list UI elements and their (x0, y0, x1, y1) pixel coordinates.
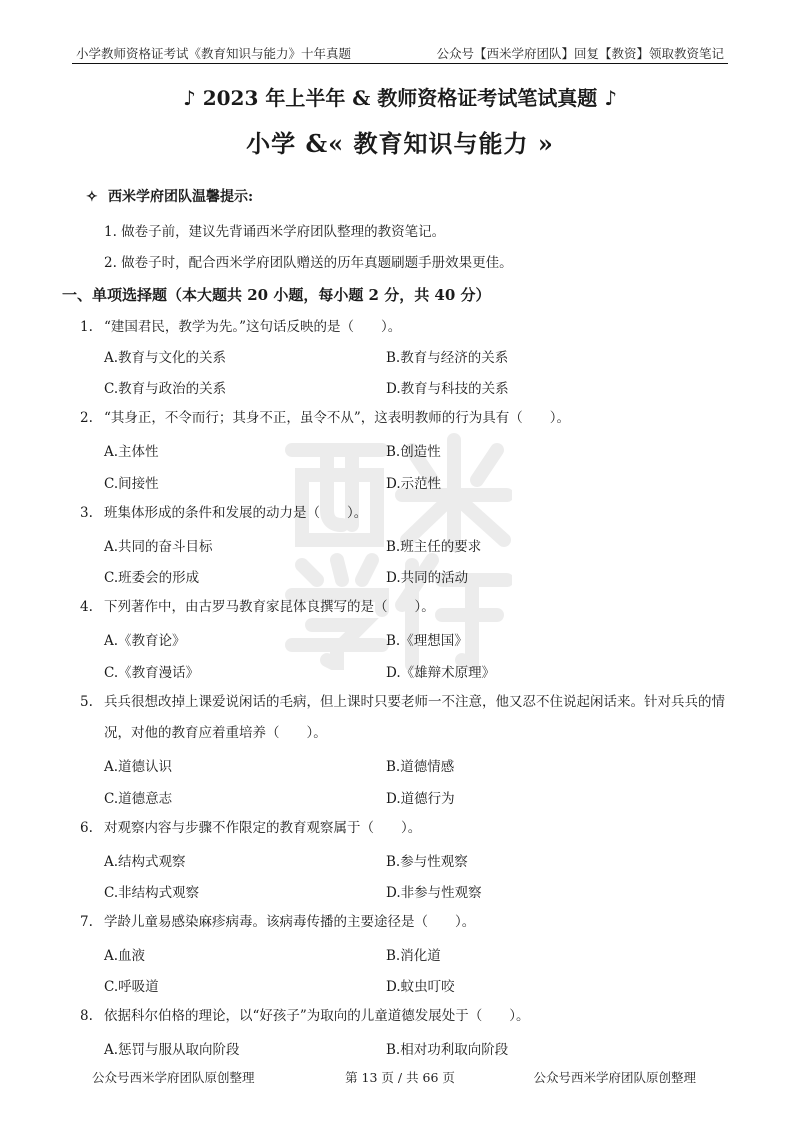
option-d: D.道德行为 (386, 791, 455, 807)
diamond-sparkle-icon: ✧ (86, 189, 98, 205)
option-a: A.道德认识 (104, 759, 173, 775)
question-stem: “建国君民，教学为先。”这句话反映的是（ ）。 (104, 319, 402, 335)
question-number: 6. (80, 820, 93, 836)
option-d: D.《雄辩术原理》 (386, 665, 496, 681)
option-d: D.教育与科技的关系 (386, 381, 509, 397)
footer-right: 公众号西米学府团队原创整理 (533, 1070, 696, 1085)
option-a: A.《教育论》 (104, 633, 186, 649)
question-number: 1. (80, 319, 93, 335)
question-stem: 班集体形成的条件和发展的动力是（ ）。 (104, 505, 368, 521)
option-b: B.《理想国》 (386, 633, 468, 649)
subject-title: 小学 &« 教育知识与能力 » (246, 129, 554, 158)
running-header-right: 公众号【西米学府团队】回复【教资】领取教资笔记 (436, 46, 724, 61)
option-b: B.参与性观察 (386, 854, 468, 870)
question-6 (80, 813, 730, 844)
option-a: A.共同的奋斗目标 (104, 539, 213, 555)
option-c: C.教育与政治的关系 (104, 381, 227, 397)
question-number: 3. (80, 505, 93, 521)
question-7 (80, 907, 730, 938)
tip-item: 1. 做卷子前，建议先背诵西米学府团队整理的教资笔记。 (104, 224, 446, 240)
section-title: 一、单项选择题（本大题共 20 小题，每小题 2 分，共 40 分） (62, 286, 491, 304)
exam-title: ♪ 2023 年上半年 & 教师资格证考试笔试真题 ♪ (182, 86, 618, 110)
tips-heading (86, 186, 253, 206)
option-b: B.消化道 (386, 948, 441, 964)
option-a: A.教育与文化的关系 (104, 350, 227, 366)
question-stem: 对观察内容与步骤不作限定的教育观察属于（ ）。 (104, 820, 422, 836)
option-a: A.血液 (104, 948, 146, 964)
question-number: 4. (80, 599, 93, 615)
question-stem: “其身正，不令而行；其身不正，虽令不从”，这表明教师的行为具有（ ）。 (104, 410, 571, 426)
option-b: B.班主任的要求 (386, 539, 482, 555)
question-stem: 学龄儿童易感染麻疹病毒。该病毒传播的主要途径是（ ）。 (104, 914, 476, 930)
running-header-left: 小学教师资格证考试《教育知识与能力》十年真题 (76, 46, 352, 61)
question-2 (80, 403, 730, 434)
footer-left: 公众号西米学府团队原创整理 (92, 1070, 255, 1085)
option-b: B.相对功利取向阶段 (386, 1042, 509, 1058)
question-4 (80, 592, 730, 623)
option-a: A.主体性 (104, 444, 159, 460)
option-d: D.蚊虫叮咬 (386, 979, 455, 995)
question-5 (80, 687, 730, 749)
option-c: C.呼吸道 (104, 979, 159, 995)
option-b: B.道德情感 (386, 759, 455, 775)
question-1 (80, 312, 730, 343)
option-d: D.示范性 (386, 476, 442, 492)
question-3 (80, 498, 730, 529)
question-stem: 依据科尔伯格的理论，以“好孩子”为取向的儿童道德发展处于（ ）。 (104, 1008, 530, 1024)
option-c: C.《教育漫话》 (104, 665, 200, 681)
question-stem: 兵兵很想改掉上课爱说闲话的毛病，但上课时只要老师一不注意，他又忍不住说起闲话来。针对兵兵的情况，对他的教育应着重培养（ ）。 (104, 694, 725, 741)
question-number: 2. (80, 410, 93, 426)
option-c: C.非结构式观察 (104, 885, 200, 901)
option-c: C.道德意志 (104, 791, 173, 807)
question-number: 7. (80, 914, 93, 930)
tip-item: 2. 做卷子时，配合西米学府团队赠送的历年真题刷题手册效果更佳。 (104, 255, 513, 271)
question-8 (80, 1001, 730, 1032)
option-c: C.间接性 (104, 476, 159, 492)
option-d: D.非参与性观察 (386, 885, 482, 901)
question-number: 5. (80, 694, 93, 710)
header-divider (72, 63, 728, 64)
page-number: 第 13 页 / 共 66 页 (345, 1070, 455, 1085)
option-b: B.教育与经济的关系 (386, 350, 509, 366)
question-number: 8. (80, 1008, 93, 1024)
question-stem: 下列著作中，由古罗马教育家昆体良撰写的是（ ）。 (104, 599, 435, 615)
option-d: D.共同的活动 (386, 570, 469, 586)
option-c: C.班委会的形成 (104, 570, 200, 586)
option-b: B.创造性 (386, 444, 441, 460)
tips-heading-text: 西米学府团队温馨提示: (108, 189, 254, 205)
option-a: A.结构式观察 (104, 854, 186, 870)
option-a: A.惩罚与服从取向阶段 (104, 1042, 240, 1058)
